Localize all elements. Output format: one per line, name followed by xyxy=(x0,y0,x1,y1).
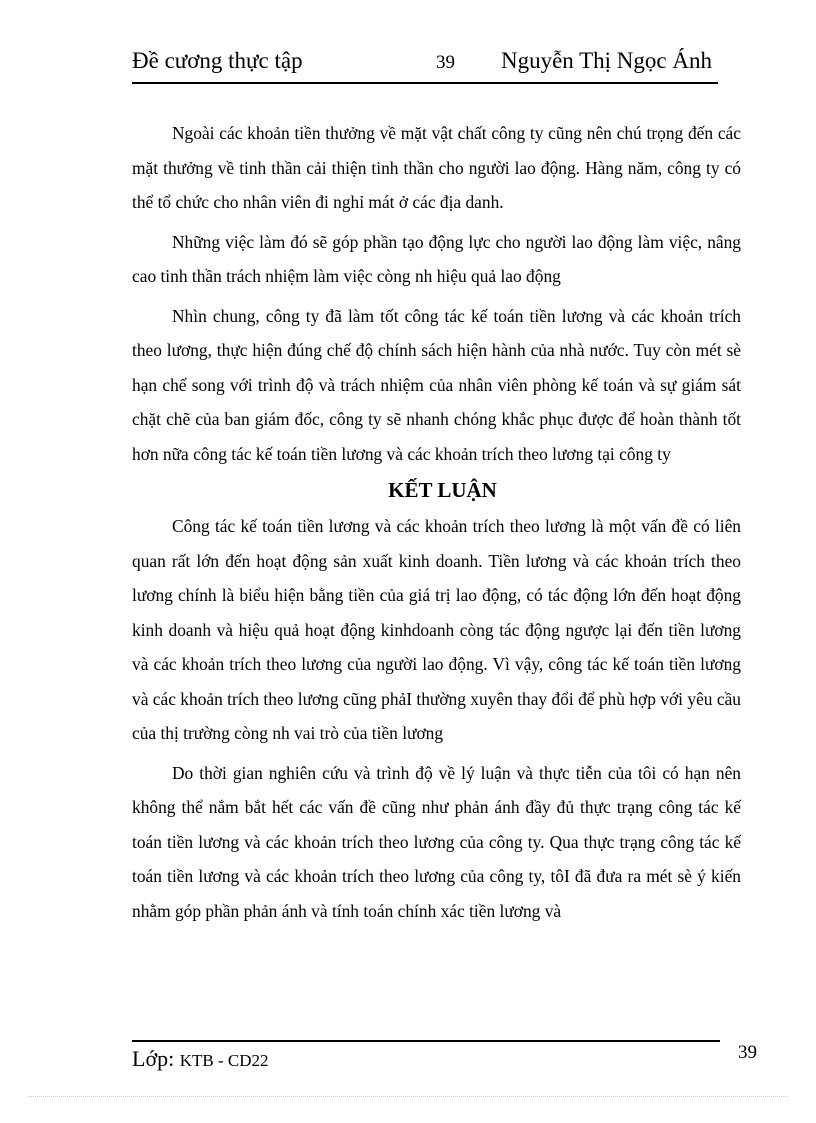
page-header xyxy=(132,48,720,82)
footer-class-code: KTB - CD22 xyxy=(179,1051,269,1070)
paragraph-overview: Nhìn chung, công ty đã làm tốt công tác kế toán tiền lương và các khoản trích theo lương, thực hiện đúng chế độ chính sách hiện hành của nhà nước. Tuy còn mét sè hạn chế song với trình độ và trách nhiệm của nhân viên phòng kế toán và sự giám sát chặt chẽ của ban giám đốc, công ty sẽ nhanh chóng khắc phục được để hoàn thành tốt hơn nữa công tác kế toán tiền lương và các khoản trích theo lương tại công ty xyxy=(132,305,741,464)
header-page-number: 39 xyxy=(436,52,455,73)
footer-class xyxy=(132,1046,268,1072)
conclusion-heading: KẾT LUẬN xyxy=(388,478,497,502)
paragraph-conclusion-2: Do thời gian nghiên cứu và trình độ về lý luận và thực tiễn của tôi có hạn nên không thể nắm bắt hết các vấn đề cũng như phản ánh đầy đủ thực trạng công tác kế toán tiền lương và các khoản trích theo lương của công ty. Qua thực trạng công tác kế toán tiền lương và các khoản trích theo lương của công ty, tôI đã đưa ra mét sè ý kiến nhằm góp phần phản ánh và tính toán chính xác tiền lương và xyxy=(132,762,741,921)
header-rule xyxy=(132,82,718,84)
footer-page-number: 39 xyxy=(738,1042,757,1063)
paragraph-motivation: Những việc làm đó sẽ góp phần tạo động lực cho người lao động làm việc, nâng cao tinh thần trách nhiệm làm việc còng nh hiệu quả lao động xyxy=(132,231,741,286)
paragraph-rewards: Ngoài các khoản tiền thưởng về mặt vật chất công ty cũng nên chú trọng đến các mặt thưởng về tinh thần cải thiện tinh thần cho người lao động. Hàng năm, công ty có thể tổ chức cho nhân viên đi nghỉ mát ở các địa danh. xyxy=(132,123,741,212)
header-author: Nguyễn Thị Ngọc Ánh xyxy=(500,48,712,73)
header-document-title: Đề cương thực tập xyxy=(132,48,303,73)
paragraph-conclusion-1: Công tác kế toán tiền lương và các khoản trích theo lương là một vấn đề có liên quan rất lớn đến hoạt động sản xuất kinh doanh. Tiền lương và các khoản trích theo lương chính là biểu hiện bằng tiền của giá trị lao động, có tác động lớn đến hoạt động kinh doanh và hiệu quả hoạt động kinhdoanh còng tác động ngược lại đến tiền lương và các khoản trích theo lương của người lao động. Vì vậy, công tác kế toán tiền lương và các khoản trích theo lương cũng phảI thường xuyên thay đổi để phù hợp với yêu cầu của thị trường còng nh vai trò của tiền lương xyxy=(132,516,741,743)
page-bottom-divider xyxy=(28,1096,788,1097)
footer-rule xyxy=(132,1040,720,1042)
document-body xyxy=(132,116,741,928)
footer-class-label: Lớp: xyxy=(132,1046,175,1071)
